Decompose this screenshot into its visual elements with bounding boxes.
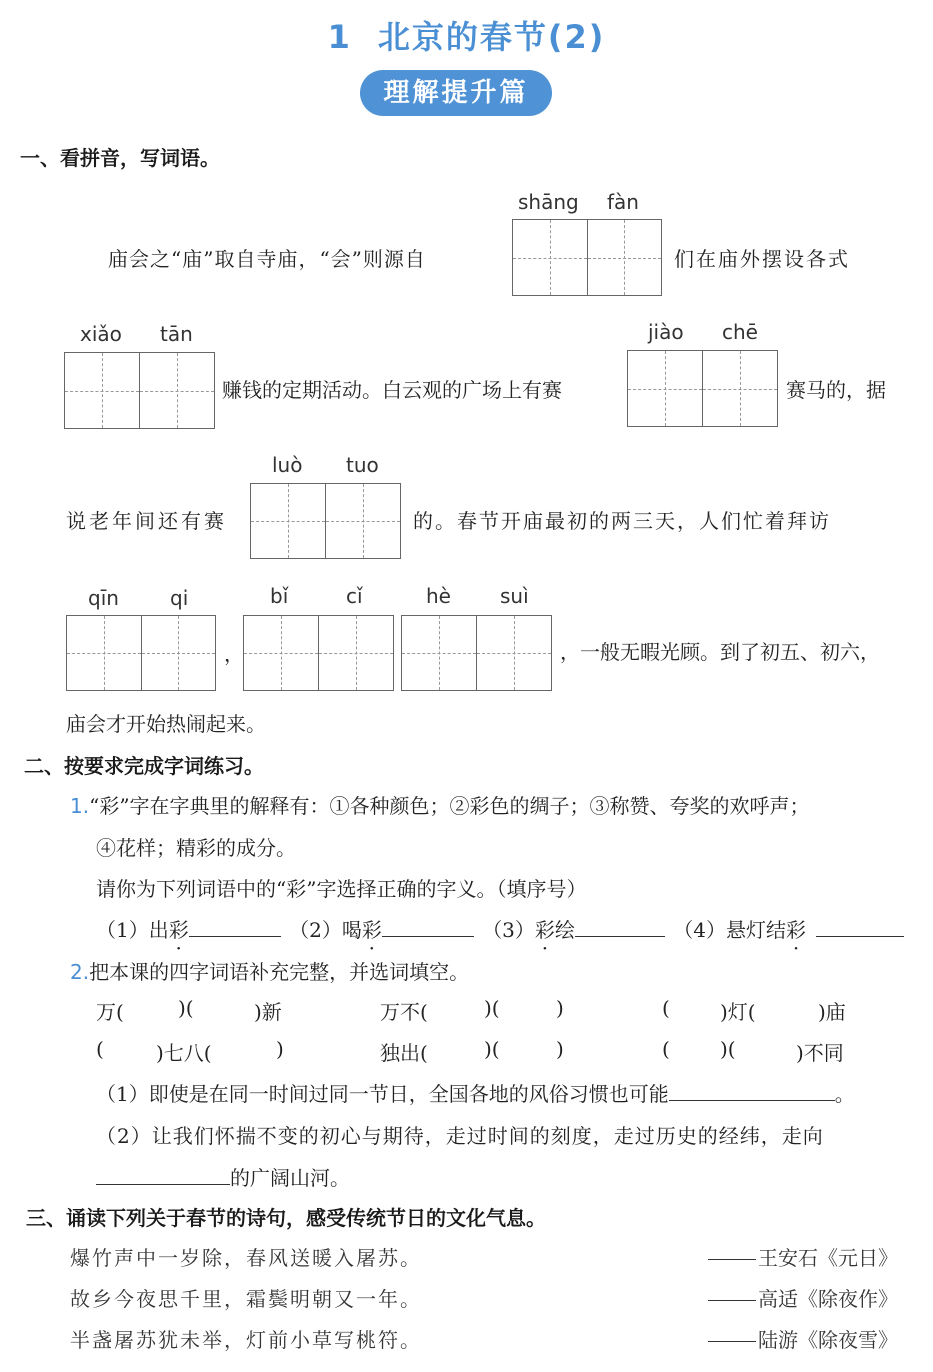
poem-line: 半盏屠苏犹未举，灯前小草写桃符。 [70,1328,422,1352]
idiom-fill: 万不( [380,1000,428,1024]
passage-text: ，一般无暇光顾。到了初五、初六， [560,640,880,664]
idiom-fill: ) [556,1037,564,1061]
pinyin: shāng [518,190,579,214]
lesson-number: 1 [327,18,352,56]
idiom-fill: )七八( [156,1041,212,1065]
poem-line: 爆竹声中一岁除，春风送暖入屠苏。 [70,1246,422,1270]
pinyin: qi [170,586,189,610]
page-title [0,12,933,58]
answer-blank[interactable] [189,918,281,937]
q1-item-3: （3）彩绘 [482,918,665,942]
fill-sentence-2b: 的广阔山河。 [96,1162,350,1191]
pinyin: fàn [607,190,639,214]
question-1-instruction: 请你为下列词语中的“彩”字选择正确的字义。（填序号） [96,877,587,901]
writing-grid-bici[interactable] [243,615,394,691]
pinyin: chē [722,320,758,344]
passage-text: 庙会才开始热闹起来。 [66,712,266,736]
passage-text: 的。春节开庙最初的两三天，人们忙着拜访 [413,509,831,533]
idiom-fill: )( [484,1037,500,1061]
answer-blank[interactable] [382,918,474,937]
passage-text: 们在庙外摆设各式 [674,247,850,271]
q1-item-4: （4）悬灯结彩 [673,918,904,942]
answer-blank[interactable] [96,1166,230,1185]
idiom-fill: ( [96,1037,104,1061]
section-1-heading: 一、看拼音，写词语。 [20,146,220,170]
pinyin: tuo [346,453,379,477]
writing-grid-jiaoche[interactable] [627,350,778,427]
answer-blank[interactable] [816,918,904,937]
poem-line: 故乡今夜思千里，霜鬓明朝又一年。 [70,1287,422,1311]
passage-text: 说老年间还有赛 [66,509,227,533]
poem-source: 陆游《除夜雪》 [708,1324,898,1353]
question-2-text: 2.把本课的四字词语补充完整，并选词填空。 [70,960,470,984]
pinyin: jiào [648,320,684,344]
writing-grid-luotuo[interactable] [250,483,401,559]
writing-grid-hesui[interactable] [401,615,552,691]
section-2-heading: 二、按要求完成字词练习。 [24,754,264,778]
q1-item-1: （1）出彩 [96,918,281,942]
passage-text: 赚钱的定期活动。白云观的广场上有赛 [222,378,562,402]
writing-grid-qinqi[interactable] [66,615,216,691]
passage-text: 庙会之“庙”取自寺庙，“会”则源自 [108,247,426,271]
idiom-fill: ) [556,996,564,1020]
section-3-heading: 三、诵读下列关于春节的诗句，感受传统节日的文化气息。 [26,1206,546,1230]
idiom-fill: 独出( [380,1041,428,1065]
answer-blank[interactable] [669,1082,835,1101]
pinyin: xiǎo [80,322,122,346]
pinyin: suì [500,584,529,608]
fill-sentence-1: （1）即使是在同一时间过同一节日，全国各地的风俗习惯也可能 。 [96,1082,855,1106]
idiom-fill: )庙 [818,1000,846,1024]
idiom-fill: )( [178,996,194,1020]
pinyin: bǐ [270,584,289,608]
answer-blank[interactable] [575,918,665,937]
pinyin: tān [160,322,193,346]
separator: ， [224,642,244,666]
q1-item-2: （2）喝彩 [289,918,474,942]
question-number: 2. [70,960,90,984]
question-1-text-b: ④花样；精彩的成分。 [96,836,296,860]
question-number: 1. [70,794,90,818]
idiom-fill: )灯( [720,1000,756,1024]
lesson-title: 北京的春节(2) [377,18,606,56]
section-badge: 理解提升篇 [360,70,552,116]
pinyin: qīn [88,586,119,610]
idiom-fill: ( [662,996,670,1020]
idiom-fill: )( [720,1037,736,1061]
poem-source: 高适《除夜作》 [708,1283,898,1312]
fill-sentence-2a: （2）让我们怀揣不变的初心与期待，走过时间的刻度，走过历史的经纬，走向 [96,1124,824,1148]
question-1-items [96,914,904,943]
pinyin: hè [426,584,451,608]
poem-source: 王安石《元日》 [708,1242,898,1271]
idiom-fill: )不同 [796,1041,844,1065]
question-1-text-a: 1.“彩”字在字典里的解释有：①各种颜色；②彩色的绸子；③称赞、夸奖的欢呼声； [70,794,810,818]
pinyin: luò [272,453,303,477]
writing-grid-xiaotan[interactable] [64,352,215,429]
passage-text: 赛马的，据 [786,378,886,402]
idiom-fill: ) [276,1037,284,1061]
idiom-fill: ( [662,1037,670,1061]
idiom-fill: )新 [254,1000,282,1024]
pinyin: cǐ [346,584,363,608]
idiom-fill: )( [484,996,500,1020]
idiom-fill: 万( [96,1000,124,1024]
writing-grid-shangfan[interactable] [512,219,662,296]
